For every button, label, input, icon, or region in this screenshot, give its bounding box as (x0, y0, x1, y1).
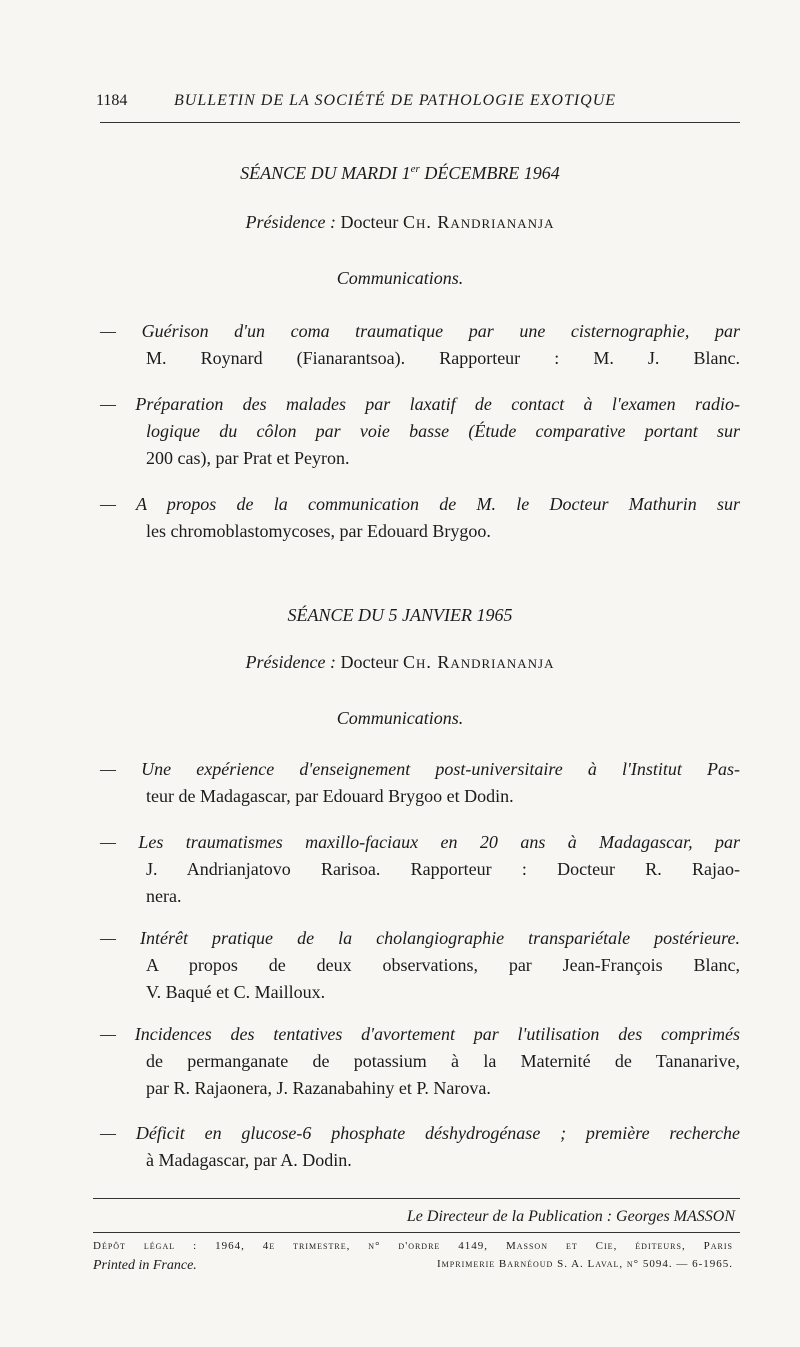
footer-rule-bottom (93, 1232, 740, 1233)
session1-item-1: — Guérison d'un coma traumatique par une cisternographie, par M. Roynard (Fianarantsoa). Rapporteur : M. J. Blanc. (100, 321, 740, 368)
session2-communications-heading: Communications. (336, 708, 464, 728)
session1-item-3: — A propos de la communication de M. le Docteur Mathurin sur les chromoblastomycoses, par Edouard Brygoo. (100, 494, 740, 541)
page-number: 1184 (96, 92, 128, 109)
session2-presidence: Présidence : Docteur Ch. Randriananja (245, 652, 555, 672)
header-rule (100, 122, 740, 123)
session2-item-5: — Déficit en glucose-6 phosphate déshydrogénase ; première recherche à Madagascar, par A. Dodin. (100, 1123, 740, 1170)
session1-communications-heading: Communications. (336, 268, 464, 288)
printed-in: Printed in France. (93, 1258, 197, 1273)
session1-item-2: — Préparation des malades par laxatif de contact à l'examen radio- logique du côlon par voie basse (Étude comparative portant sur 200 cas), par Prat et Peyron. (100, 394, 740, 468)
session2-item-3: — Intérêt pratique de la cholangiographie transpariétale postérieure. A propos de deux observations, par Jean-François Blanc, V. Baqué et C. Mailloux. (100, 928, 740, 1002)
footer-rule-top (93, 1198, 740, 1199)
session2-item-1: — Une expérience d'enseignement post-universitaire à l'Institut Pas- teur de Madagascar, par Edouard Brygoo et Dodin. (100, 759, 740, 806)
printer-line (93, 1258, 733, 1274)
running-title: BULLETIN DE LA SOCIÉTÉ DE PATHOLOGIE EXOTIQUE (174, 92, 617, 109)
imprimerie: Imprimerie Barnéoud S. A. Laval, n° 5094. — 6-1965. (437, 1258, 733, 1270)
session2-item-4: — Incidences des tentatives d'avortement par l'utilisation des comprimés de permanganate de potassium à la Maternité de Tananarive, par R. Rajaonera, J. Razanabahiny et P. Narova. (100, 1024, 740, 1098)
session2-title: SÉANCE DU 5 JANVIER 1965 (287, 605, 513, 625)
session1-presidence: Présidence : Docteur Ch. Randriananja (245, 212, 555, 232)
session2-item-2: — Les traumatismes maxillo-faciaux en 20 ans à Madagascar, par J. Andrianjatovo Rarisoa. Rapporteur : Docteur R. Rajao- nera. (100, 832, 740, 906)
publication-director: Le Directeur de la Publication : Georges MASSON (406, 1208, 735, 1225)
legal-deposit-line: Dépôt légal : 1964, 4e trimestre, n° d'ordre 4149, Masson et Cie, éditeurs, Paris (93, 1240, 733, 1252)
session1-title: SÉANCE DU MARDI 1er DÉCEMBRE 1964 (240, 163, 560, 183)
